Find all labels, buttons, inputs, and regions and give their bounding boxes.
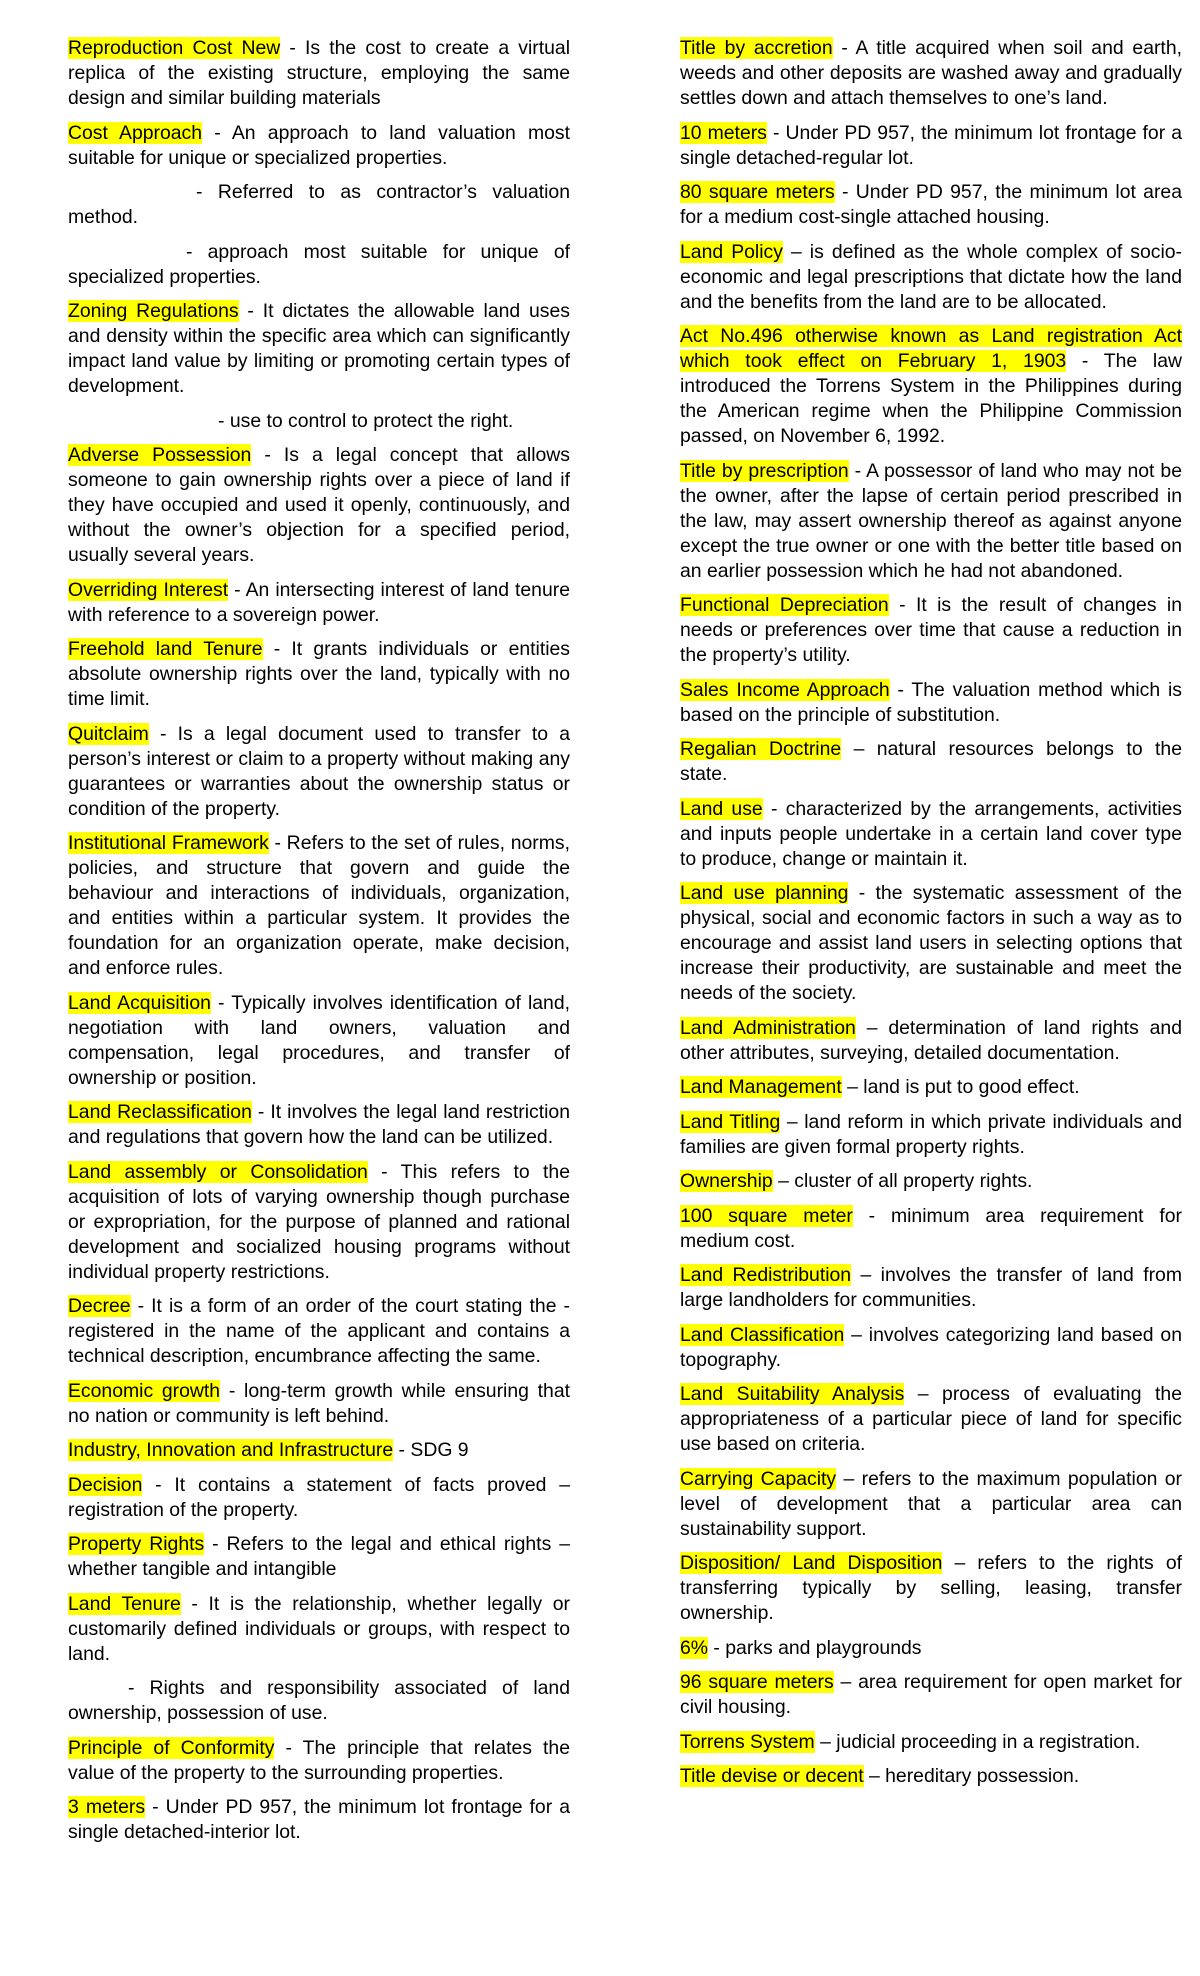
definition: - long-term growth while ensuring that no nation or community is left behind. — [68, 1379, 570, 1427]
highlighted-term: Carrying Capacity — [680, 1467, 837, 1490]
glossary-entry — [68, 578, 570, 628]
glossary-entry — [68, 299, 570, 399]
definition: - A possessor of land who may not be the owner, after the lapse of certain period prescribed in the law, may assert ownership thereof as against anyone except the true owner or one with the better title based on an earlier possession which he had not abandoned. — [680, 459, 1182, 582]
definition: - It is a form of an order of the court stating the - registered in the name of the applicant and contains a technical description, encumbrance affecting the same. — [68, 1295, 570, 1367]
highlighted-term: Title devise or decent — [680, 1765, 864, 1787]
highlighted-term: Reproduction Cost New — [68, 37, 281, 59]
definition: - use to control to protect the right. — [218, 409, 514, 432]
definition: - Referred to as contractor’s valuation method. — [68, 181, 570, 228]
glossary-entry — [680, 797, 1182, 872]
glossary-entry — [680, 240, 1182, 315]
definition: - It grants individuals or entities absolute ownership rights over the land, typically with no time limit. — [68, 638, 571, 710]
highlighted-term: Act No.496 otherwise known as Land registration Act which took effect on February 1, 1903 — [680, 325, 1182, 372]
highlighted-term: Freehold land Tenure — [68, 638, 263, 660]
right-column — [680, 36, 1182, 1799]
highlighted-term: Quitclaim — [68, 722, 149, 745]
highlighted-term: Overriding Interest — [68, 578, 229, 601]
glossary-entry — [680, 737, 1182, 787]
definition: - Is the cost to create a virtual replica of the existing structure, employing the same design and similar building materials — [68, 37, 570, 109]
highlighted-term: Institutional Framework — [68, 832, 269, 854]
glossary-entry — [680, 36, 1182, 111]
definition: - Refers to the set of rules, norms, policies, and structure that govern and guide the behaviour and interactions of individuals, organization, and entities within a particular system. It provides the foundation for an organization operate, make decision, and enforce rules. — [68, 832, 570, 979]
highlighted-term: 100 square meter — [680, 1204, 853, 1227]
glossary-entry — [680, 1670, 1182, 1720]
highlighted-term: Land Classification — [680, 1323, 845, 1346]
highlighted-term: Land Reclassification — [68, 1101, 252, 1123]
highlighted-term: Cost Approach — [68, 121, 203, 144]
glossary-entry — [680, 1016, 1182, 1066]
definition: - the systematic assessment of the physical, social and economic factors in such a way as to encourage and assist land users in selecting options that increase their productivity, are sustainable and meet the needs of the society. — [680, 882, 1182, 1004]
definition: - An approach to land valuation most suitable for unique or specialized properties. — [68, 121, 570, 169]
highlighted-term: 80 square meters — [680, 181, 835, 203]
highlighted-term: Land use — [680, 797, 763, 820]
highlighted-term: Economic growth — [68, 1379, 221, 1402]
highlighted-term: Property Rights — [68, 1533, 205, 1555]
glossary-entry — [680, 1467, 1182, 1542]
definition: – hereditary possession. — [863, 1765, 1080, 1787]
glossary-entry — [680, 1263, 1182, 1313]
glossary-entry — [680, 1204, 1182, 1254]
highlighted-term: Land Acquisition — [68, 991, 211, 1014]
glossary-entry — [680, 1169, 1182, 1194]
definition: – process of evaluating the appropriateness of a particular piece of land for specific use based on criteria. — [680, 1383, 1182, 1455]
glossary-entry — [68, 991, 570, 1091]
definition: – natural resources belongs to the state. — [680, 738, 1182, 785]
glossary-entry — [68, 1438, 570, 1463]
definition: – involves the transfer of land from large landholders for communities. — [680, 1264, 1182, 1311]
glossary-entry — [68, 1592, 570, 1667]
glossary-entry — [68, 1473, 570, 1523]
highlighted-term: 3 meters — [68, 1796, 146, 1818]
highlighted-term: Land assembly or Consolidation — [68, 1160, 368, 1183]
highlighted-term: Ownership — [680, 1170, 773, 1192]
glossary-entry — [68, 1379, 570, 1429]
definition: - It is the relationship, whether legally or customarily defined individuals or groups, with respect to land. — [68, 1592, 571, 1665]
glossary-entry — [680, 1551, 1182, 1626]
highlighted-term: Land Tenure — [68, 1592, 181, 1615]
definition: - It involves the legal land restriction and regulations that govern how the land can be utilized. — [68, 1101, 570, 1148]
glossary-entry — [680, 593, 1182, 668]
definition: – refers to the maximum population or level of development that a particular area can sustainability support. — [680, 1467, 1183, 1540]
glossary-entry — [68, 36, 570, 111]
definition: - It contains a statement of facts proved – registration of the property. — [68, 1473, 570, 1521]
definition: - A title acquired when soil and earth, weeds and other deposits are washed away and gradually settles down and attach themselves to one’s land. — [680, 37, 1182, 109]
glossary-entry — [68, 1100, 570, 1150]
glossary-entry — [68, 1795, 570, 1845]
definition: – judicial proceeding in a registration. — [814, 1730, 1141, 1753]
glossary-entry — [68, 409, 570, 434]
highlighted-term: Torrens System — [680, 1730, 815, 1753]
definition: - The law introduced the Torrens System in the Philippines during the American regime when the Philippine Commission passed, on November 6, 1992. — [680, 350, 1183, 447]
highlighted-term: 96 square meters — [680, 1671, 834, 1693]
definition: – land reform in which private individuals and families are given formal property rights. — [680, 1110, 1182, 1158]
definition: - approach most suitable for unique of specialized properties. — [68, 240, 570, 288]
highlighted-term: Land Titling — [680, 1110, 781, 1133]
highlighted-term: 10 meters — [680, 121, 767, 144]
definition: - Is a legal concept that allows someone to gain ownership rights over a piece of land if they have occupied and used it openly, continuously, and without the owner’s objection for a specified period, usually several years. — [68, 444, 570, 566]
left-column — [68, 36, 570, 1855]
glossary-entry — [680, 459, 1182, 584]
highlighted-term: Decision — [68, 1473, 143, 1496]
definition: - An intersecting interest of land tenure with reference to a sovereign power. — [68, 578, 570, 626]
highlighted-term: Industry, Innovation and Infrastructure — [68, 1439, 394, 1461]
glossary-entry — [680, 121, 1182, 171]
glossary-entry — [680, 1323, 1182, 1373]
definition: - characterized by the arrangements, activities and inputs people undertake in a certain land cover type to produce, change or maintain it. — [680, 797, 1183, 870]
definition: - Under PD 957, the minimum lot frontage for a single detached-interior lot. — [68, 1796, 570, 1843]
highlighted-term: Title by prescription — [680, 459, 849, 482]
definition: - Typically involves identification of land, negotiation with land owners, valuation and compensation, legal procedures, and transfer of ownership or position. — [68, 991, 570, 1089]
glossary-entry — [68, 1736, 570, 1786]
definition: - This refers to the acquisition of lots of varying ownership though purchase or expropriation, for the purpose of planned and rational development and socialized housing programs without individual property restrictions. — [68, 1160, 570, 1283]
glossary-entry — [680, 678, 1182, 728]
glossary-entry — [680, 180, 1182, 230]
glossary-entry — [680, 881, 1182, 1006]
highlighted-term: Land use planning — [680, 882, 849, 904]
definition: - SDG 9 — [393, 1439, 469, 1461]
definition: - The valuation method which is based on the principle of substitution. — [680, 678, 1182, 726]
definition: – determination of land rights and other attributes, surveying, detailed documentation. — [680, 1016, 1182, 1064]
glossary-entry — [680, 1636, 1182, 1661]
definition: - minimum area requirement for medium cost. — [680, 1204, 1182, 1252]
highlighted-term: 6% — [680, 1636, 709, 1659]
highlighted-term: Land Redistribution — [680, 1264, 852, 1286]
highlighted-term: Zoning Regulations — [68, 300, 239, 322]
highlighted-term: Land Management — [680, 1076, 842, 1098]
highlighted-term: Sales Income Approach — [680, 678, 890, 701]
glossary-entry — [68, 240, 570, 290]
definition: - Is a legal document used to transfer to a person’s interest or claim to a property without making any guarantees or warranties about the ownership status or condition of the property. — [68, 722, 570, 820]
glossary-entry — [68, 722, 570, 822]
definition: – refers to the rights of transferring typically by selling, leasing, transfer ownership. — [680, 1552, 1182, 1624]
highlighted-term: Functional Depreciation — [680, 594, 889, 616]
definition: - Under PD 957, the minimum lot frontage for a single detached-regular lot. — [680, 121, 1183, 169]
definition: - It dictates the allowable land uses and density within the specific area which can significantly impact land value by limiting or promoting certain types of development. — [68, 300, 570, 397]
glossary-entry — [68, 637, 570, 712]
definition: - Rights and responsibility associated of land ownership, possession of use. — [68, 1677, 570, 1724]
glossary-entry — [680, 1730, 1182, 1755]
highlighted-term: Adverse Possession — [68, 444, 252, 466]
highlighted-term: Decree — [68, 1295, 131, 1317]
definition: - Under PD 957, the minimum lot area for a medium cost-single attached housing. — [680, 181, 1182, 228]
definition: – area requirement for open market for civil housing. — [680, 1671, 1182, 1718]
highlighted-term: Land Policy — [680, 240, 783, 263]
glossary-entry — [68, 831, 570, 981]
glossary-entry — [68, 443, 570, 568]
highlighted-term: Principle of Conformity — [68, 1736, 275, 1759]
highlighted-term: Land Administration — [680, 1016, 856, 1039]
definition: - The principle that relates the value of the property to the surrounding properties. — [68, 1736, 570, 1784]
definition: – land is put to good effect. — [841, 1076, 1080, 1098]
glossary-entry — [68, 1294, 570, 1369]
glossary-entry — [680, 324, 1182, 449]
definition: – involves categorizing land based on topography. — [680, 1323, 1182, 1371]
highlighted-term: Regalian Doctrine — [680, 738, 842, 760]
glossary-entry — [680, 1382, 1182, 1457]
definition: - It is the result of changes in needs or preferences over time that cause a reduction in the property’s utility. — [680, 594, 1182, 666]
glossary-entry — [68, 1160, 570, 1285]
highlighted-term: Land Suitability Analysis — [680, 1383, 905, 1405]
glossary-entry — [68, 1676, 570, 1726]
definition: - Refers to the legal and ethical rights – whether tangible and intangible — [68, 1533, 570, 1580]
highlighted-term: Disposition/ Land Disposition — [680, 1552, 943, 1574]
definition: – cluster of all property rights. — [772, 1170, 1033, 1192]
definition: – is defined as the whole complex of socio-economic and legal prescriptions that dictate how the land and the benefits from the land are to be allocated. — [680, 240, 1183, 313]
definition: - parks and playgrounds — [708, 1636, 922, 1659]
glossary-entry — [680, 1110, 1182, 1160]
highlighted-term: Title by accretion — [680, 37, 833, 59]
glossary-entry — [680, 1075, 1182, 1100]
glossary-entry — [68, 121, 570, 171]
glossary-entry — [680, 1764, 1182, 1789]
glossary-entry — [68, 1532, 570, 1582]
glossary-entry — [68, 180, 570, 230]
